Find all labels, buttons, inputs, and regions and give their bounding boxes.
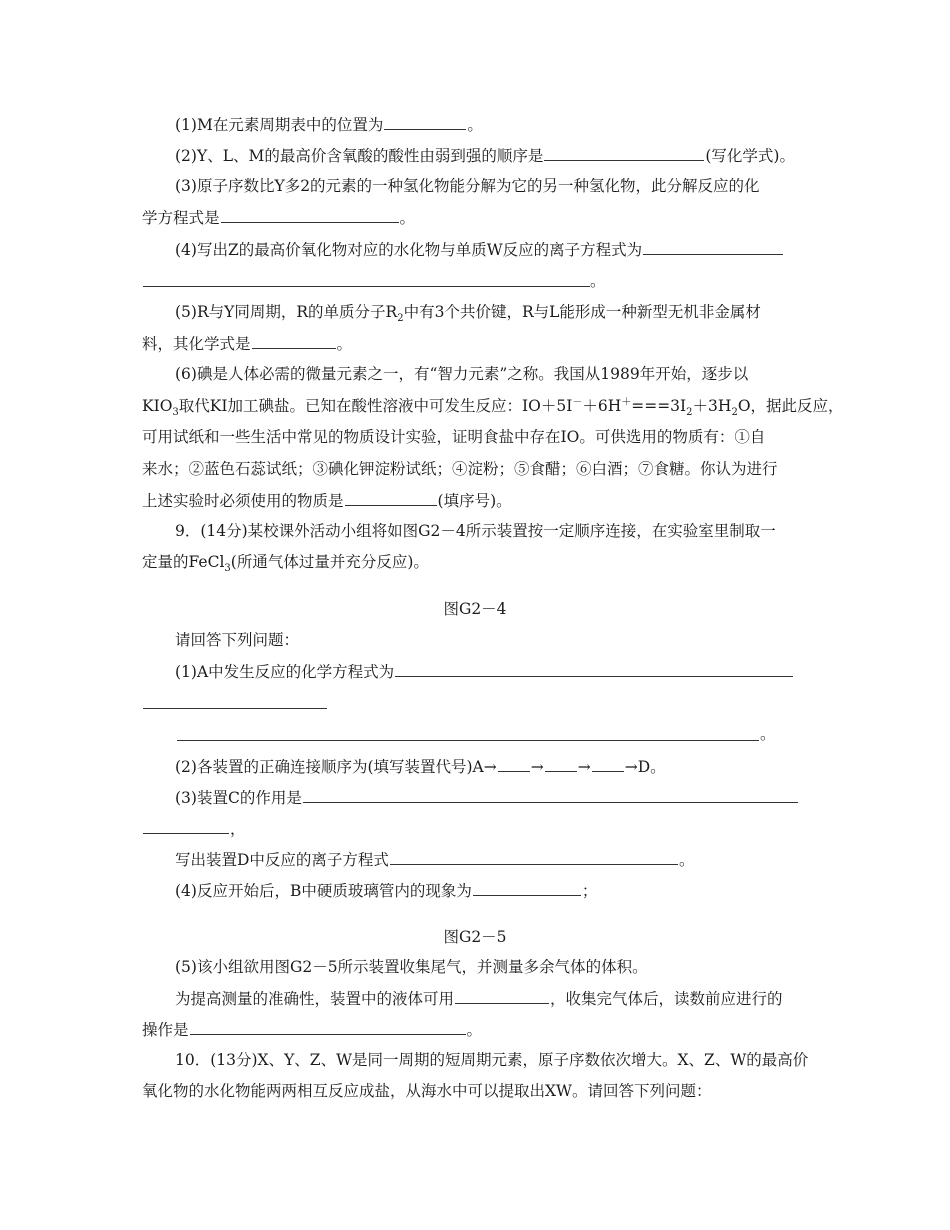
- q8-part4-end: 。: [590, 272, 606, 290]
- answer-blank[interactable]: [190, 1019, 466, 1035]
- answer-blank[interactable]: [395, 661, 793, 677]
- q9-part5-line3: 操作是 。: [142, 1021, 483, 1039]
- q9-intro-line2: 定量的FeCl$_3$(所通气体过量并充分反应)。: [142, 553, 429, 575]
- answer-blank[interactable]: [252, 333, 336, 349]
- q9-part1-end: 。: [760, 725, 776, 743]
- q8-part1: (1)M在元素周期表中的位置为 。: [175, 116, 483, 134]
- answer-blank[interactable]: [643, 239, 783, 255]
- q8-part6-line4: 来水；②蓝色石蕊试纸；③碘化钾淀粉试纸；④淀粉；⑤食醋；⑥白酒；⑦食糖。你认为进行: [142, 460, 778, 478]
- q8-part3-line2: 学方程式是 。: [142, 209, 416, 227]
- answer-blank[interactable]: [303, 787, 798, 803]
- answer-blank[interactable]: [592, 756, 624, 772]
- q9-part4: (4)反应开始后，B中硬质玻璃管内的现象为 ；: [175, 882, 598, 900]
- answer-blank[interactable]: [473, 880, 581, 896]
- answer-blank[interactable]: [221, 207, 399, 223]
- q8-part5-line1: (5)R与Y同周期，R的单质分子$R_2$中有3个共价键，R与L能形成一种新型无机非金属材: [175, 303, 761, 325]
- q9-part3-line1: (3)装置C的作用是: [175, 787, 799, 808]
- q8-part3-line1: (3)原子序数比Y多2的元素的一种氢化物能分解为它的另一种氢化物，此分解反应的化: [175, 177, 760, 195]
- q8-part6-line2: $KIO_3$取代KI加工碘盐。已知在酸性溶液中可发生反应：$IO+5I^-+6H^+===3I_2+3H_2O$，据此反应，: [142, 396, 844, 419]
- answer-blank-line[interactable]: [143, 707, 327, 709]
- q9-intro-line1: 9．(14分)某校课外活动小组将如图G2－4所示装置按一定顺序连接，在实验室里制取一: [175, 522, 776, 540]
- answer-blank[interactable]: [143, 818, 229, 834]
- q8-part6-line5: 上述实验时必须使用的物质是 (填序号)。: [142, 492, 512, 510]
- q8-part4-line1: (4)写出Z的最高价氧化物对应的水化物与单质W反应的离子方程式为: [175, 239, 784, 260]
- q10-intro-line1: 10．(13分)X、Y、Z、W是同一周期的短周期元素，原子序数依次增大。X、Z、W的最高价: [175, 1051, 809, 1069]
- answer-blank[interactable]: [455, 988, 549, 1004]
- answer-blank[interactable]: [544, 145, 704, 161]
- q9-part5-line1: (5)该小组欲用图G2－5所示装置收集尾气，并测量多余气体的体积。: [175, 958, 648, 976]
- figure-caption-g2-4: 图G2－4: [443, 600, 507, 618]
- q9-part2: (2)各装置的正确连接顺序为(填写装置代号)A→ → → →D。: [175, 758, 666, 776]
- q8-part5-line2: 料，其化学式是 。: [142, 335, 353, 353]
- answer-blank[interactable]: [384, 114, 466, 130]
- q10-intro-line2: 氧化物的水化物能两两相互反应成盐，从海水中可以提取出XW。请回答下列问题：: [142, 1082, 712, 1100]
- answer-blank[interactable]: [345, 490, 437, 506]
- answer-blank[interactable]: [498, 756, 530, 772]
- q9-part5-line2: 为提高测量的准确性，装置中的液体可用 ，收集完气体后，读数前应进行的: [175, 990, 783, 1008]
- q9-prompt: 请回答下列问题：: [175, 631, 300, 649]
- q8-part2: (2)Y、L、M的最高价含氧酸的酸性由弱到强的顺序是 (写化学式)。: [175, 147, 795, 165]
- q9-part1-line1: (1)A中发生反应的化学方程式为: [175, 661, 794, 682]
- answer-blank[interactable]: [390, 849, 678, 865]
- figure-caption-g2-5: 图G2－5: [443, 928, 507, 946]
- answer-blank-line[interactable]: [177, 739, 759, 741]
- q9-part3-line3: 写出装置D中反应的离子方程式 。: [175, 851, 695, 869]
- answer-blank[interactable]: [545, 756, 577, 772]
- q8-part6-line3: 可用试纸和一些生活中常见的物质设计实验，证明食盐中存在IO。可供选用的物质有：①自: [142, 428, 766, 446]
- q8-part6-line1: (6)碘是人体必需的微量元素之一，有“智力元素”之称。我国从1989年开始，逐步以: [175, 365, 749, 383]
- answer-blank-line[interactable]: [143, 285, 590, 287]
- q9-part3-line2: ，: [142, 818, 246, 839]
